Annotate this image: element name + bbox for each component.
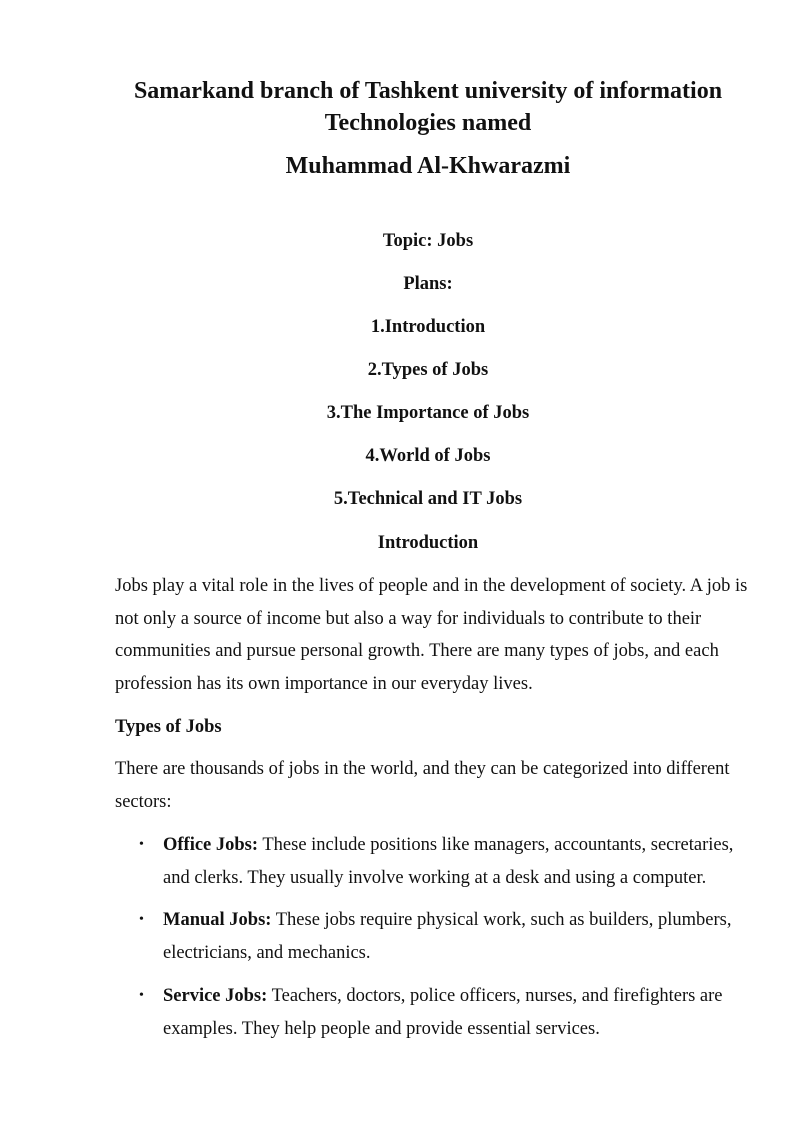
plans-label: Plans: bbox=[403, 274, 453, 294]
list-item-text bbox=[163, 980, 748, 1045]
plan-item: 1.Introduction bbox=[370, 317, 486, 337]
introduction-paragraph: Jobs play a vital role in the lives of people and in the development of society. A job is not only a source of income but also a way for individuals to contribute to their communities and pursue personal growth. There are many types of jobs, and each profession has its own importance in our everyday lives. bbox=[115, 576, 748, 694]
plan-item: 4.World of Jobs bbox=[365, 446, 491, 466]
list-item-term: Office Jobs: bbox=[163, 835, 259, 855]
list-item-description: These jobs require physical work, such as builders, plumbers, electricians, and mechanics. bbox=[163, 910, 732, 963]
types-of-jobs-heading: Types of Jobs bbox=[115, 717, 222, 737]
bullet-icon: • bbox=[139, 988, 144, 1003]
plan-item: 2.Types of Jobs bbox=[367, 360, 489, 380]
bullet-icon: • bbox=[139, 837, 144, 852]
types-of-jobs-intro: There are thousands of jobs in the world, and they can be categorized into different sectors: bbox=[115, 759, 730, 812]
plan-item: 3.The Importance of Jobs bbox=[326, 403, 530, 423]
topic-line: Topic: Jobs bbox=[382, 231, 474, 251]
list-item-term: Service Jobs: bbox=[163, 986, 268, 1006]
list-item-text bbox=[163, 829, 748, 894]
university-title: Samarkand branch of Tashkent university of information Technologies named bbox=[133, 78, 723, 136]
list-item-description: These include positions like managers, accountants, secretaries, and clerks. They usually involve working at a desk and using a computer. bbox=[163, 835, 734, 888]
list-item-description: Teachers, doctors, police officers, nurses, and firefighters are examples. They help people and provide essential services. bbox=[163, 986, 723, 1039]
bullet-icon: • bbox=[139, 912, 144, 927]
list-item-term: Manual Jobs: bbox=[163, 910, 272, 930]
list-item-text bbox=[163, 904, 748, 969]
plan-item: 5.Technical and IT Jobs bbox=[333, 489, 523, 509]
named-after-title: Muhammad Al-Khwarazmi bbox=[285, 153, 571, 179]
introduction-heading: Introduction bbox=[377, 533, 479, 553]
